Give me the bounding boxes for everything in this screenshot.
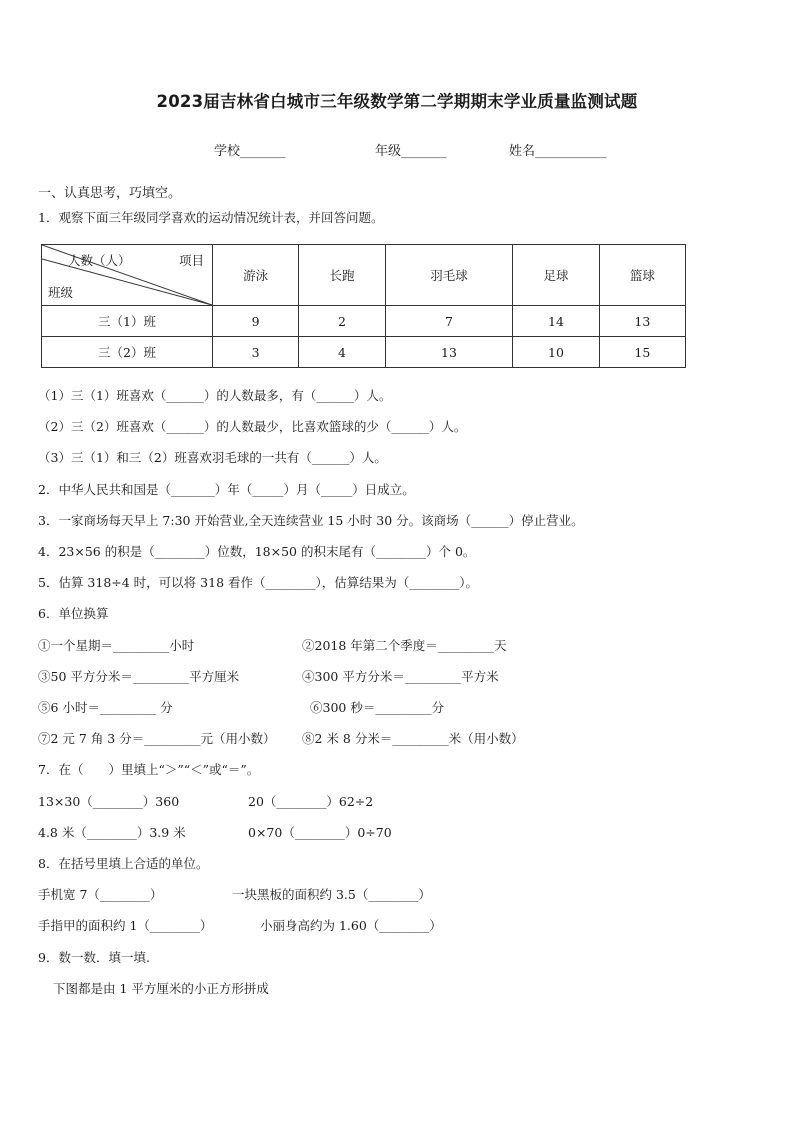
compare-item: 0×70（________）0÷70 (248, 825, 392, 840)
compare-item: 4.8 米（________）3.9 米 (38, 825, 186, 840)
table-corner-cell (42, 245, 213, 306)
conversion-item: ②2018 年第二个季度＝_________天 (302, 638, 507, 653)
conversion-item: ⑦2 元 7 角 3 分＝_________元（用小数） (38, 731, 276, 746)
conversion-item: ⑧2 米 8 分米＝_________米（用小数） (302, 731, 524, 746)
table-cell: 2 (299, 306, 385, 337)
sports-stats-table (41, 244, 686, 368)
corner-class-label: 班级 (48, 285, 74, 300)
conversion-item: ④300 平方分米＝_________平方米 (302, 669, 499, 684)
corner-item-label: 项目 (178, 253, 204, 268)
question-1-sub-2: （2）三（2）班喜欢（______）的人数最少，比喜欢篮球的少（______）人。 (38, 419, 467, 434)
name-field: 姓名___________ (509, 144, 607, 159)
school-field: 学校_______ (214, 144, 286, 159)
column-header: 篮球 (599, 245, 685, 306)
column-header: 足球 (513, 245, 599, 306)
corner-people-label: 人数（人） (68, 253, 131, 268)
column-header: 羽毛球 (385, 245, 513, 306)
question-9-sub: 下图都是由 1 平方厘米的小正方形拼成 (53, 981, 269, 996)
table-row (42, 306, 686, 337)
column-header: 游泳 (213, 245, 299, 306)
unit-item: 手机宽 7（________） (38, 887, 163, 902)
question-9: 9．数一数．填一填. (38, 950, 150, 965)
table-cell: 14 (513, 306, 599, 337)
unit-item: 小丽身高约为 1.60（________） (260, 918, 442, 933)
question-1-sub-3: （3）三（1）和三（2）班喜欢羽毛球的一共有（______）人。 (38, 450, 387, 465)
row-label: 三（1）班 (42, 306, 213, 337)
table-cell: 9 (213, 306, 299, 337)
question-7: 7．在（ ）里填上“＞”“＜”或“＝”。 (38, 762, 260, 777)
table-cell: 13 (385, 337, 513, 368)
table-header-row (42, 245, 686, 306)
compare-item: 13×30（________）360 (38, 794, 180, 809)
column-header: 长跑 (299, 245, 385, 306)
unit-item: 手指甲的面积约 1（________） (38, 918, 213, 933)
grade-field: 年级_______ (375, 144, 447, 159)
row-label: 三（2）班 (42, 337, 213, 368)
unit-item: 一块黑板的面积约 3.5（________） (232, 887, 431, 902)
section-heading: 一、认真思考，巧填空。 (38, 186, 182, 201)
table-cell: 7 (385, 306, 513, 337)
table-cell: 10 (513, 337, 599, 368)
question-8: 8．在括号里填上合适的单位。 (38, 856, 209, 871)
question-6: 6．单位换算 (38, 606, 109, 621)
question-5: 5．估算 318÷4 时，可以将 318 看作（________），估算结果为（________）。 (38, 575, 478, 590)
conversion-item: ①一个星期＝_________小时 (38, 638, 195, 653)
table-cell: 3 (213, 337, 299, 368)
table-cell: 13 (599, 306, 685, 337)
question-1: 1．观察下面三年级同学喜欢的运动情况统计表，并回答问题。 (38, 210, 384, 225)
exam-title: 2023届吉林省白城市三年级数学第二学期期末学业质量监测试题 (156, 92, 638, 111)
conversion-item: ⑤6 小时＝_________ 分 (38, 700, 173, 715)
compare-item: 20（________）62÷2 (248, 794, 374, 809)
question-2: 2．中华人民共和国是（_______）年（_____）月（_____）日成立。 (38, 482, 415, 497)
conversion-item: ③50 平方分米＝_________平方厘米 (38, 669, 240, 684)
conversion-item: ⑥300 秒＝_________分 (310, 700, 445, 715)
question-3: 3．一家商场每天早上 7:30 开始营业,全天连续营业 15 小时 30 分。该商场（______）停止营业。 (38, 513, 584, 528)
table-cell: 4 (299, 337, 385, 368)
question-1-sub-1: （1）三（1）班喜欢（______）的人数最多，有（______）人。 (38, 388, 392, 403)
question-4: 4．23×56 的积是（________）位数，18×50 的积末尾有（________）个 0。 (38, 544, 476, 559)
table-cell: 15 (599, 337, 685, 368)
table-row (42, 337, 686, 368)
